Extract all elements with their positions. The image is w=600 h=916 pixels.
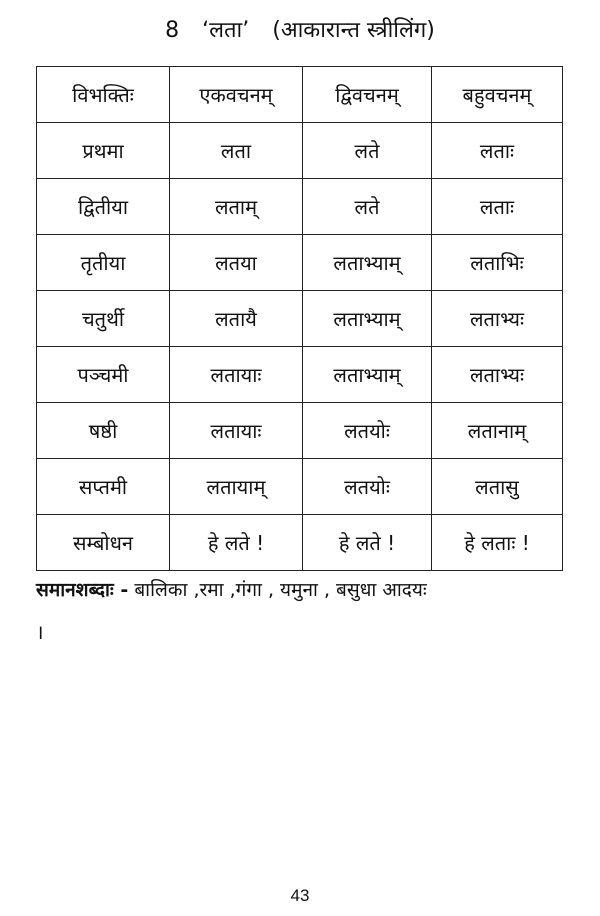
similar-words-line xyxy=(36,576,576,602)
table-cell: लता xyxy=(170,123,303,179)
table-cell: लताभ्याम् xyxy=(303,347,432,403)
table-header-row xyxy=(37,67,563,123)
table-row xyxy=(37,459,563,515)
table-cell: लताभ्यः xyxy=(432,347,563,403)
table-cell: लतयोः xyxy=(303,459,432,515)
table-row xyxy=(37,291,563,347)
page-heading xyxy=(0,14,600,44)
table-cell: हे लताः ! xyxy=(432,515,563,571)
table-cell: लतासु xyxy=(432,459,563,515)
header-cell-bahuvachanam: बहुवचनम् xyxy=(432,67,563,123)
table-cell: लतायाः xyxy=(170,403,303,459)
table-cell: लताभ्यः xyxy=(432,291,563,347)
header-cell-ekavachanam: एकवचनम् xyxy=(170,67,303,123)
danda-mark: । xyxy=(36,620,44,644)
table-cell: लताम् xyxy=(170,179,303,235)
table-cell: षष्ठी xyxy=(37,403,170,459)
table-cell: लतया xyxy=(170,235,303,291)
table-cell: तृतीया xyxy=(37,235,170,291)
page-number: 43 xyxy=(290,886,310,905)
heading-number: 8 xyxy=(165,18,180,43)
table-cell: लताः xyxy=(432,179,563,235)
table-row xyxy=(37,515,563,571)
table-cell: हे लते ! xyxy=(303,515,432,571)
table-row xyxy=(37,179,563,235)
table-cell: लताः xyxy=(432,123,563,179)
heading-category: (आकारान्त स्त्रीलिंग) xyxy=(272,18,435,43)
table-cell: लतानाम् xyxy=(432,403,563,459)
table-cell: सम्बोधन xyxy=(37,515,170,571)
similar-words-label: समानशब्दाः - xyxy=(36,579,129,601)
declension-table xyxy=(36,66,563,571)
table-cell: हे लते ! xyxy=(170,515,303,571)
table-cell: प्रथमा xyxy=(37,123,170,179)
table-cell: लतायै xyxy=(170,291,303,347)
table-cell: लतायाः xyxy=(170,347,303,403)
table-cell: लते xyxy=(303,123,432,179)
table-row xyxy=(37,123,563,179)
table-cell: लताभ्याम् xyxy=(303,235,432,291)
table-cell: लतयोः xyxy=(303,403,432,459)
table-row xyxy=(37,347,563,403)
table-cell: द्वितीया xyxy=(37,179,170,235)
table-cell: लताभिः xyxy=(432,235,563,291)
similar-words-text: बालिका ,रमा ,गंगा , यमुना , बसुधा आदयः xyxy=(134,579,427,601)
table-cell: चतुर्थी xyxy=(37,291,170,347)
table-cell: पञ्चमी xyxy=(37,347,170,403)
table-cell: सप्तमी xyxy=(37,459,170,515)
table-row xyxy=(37,235,563,291)
heading-word: ‘लता’ xyxy=(202,18,250,43)
table-cell: लतायाम् xyxy=(170,459,303,515)
header-cell-dvivachanam: द्विवचनम् xyxy=(303,67,432,123)
table-cell: लताभ्याम् xyxy=(303,291,432,347)
table-row xyxy=(37,403,563,459)
header-cell-vibhakti: विभक्तिः xyxy=(37,67,170,123)
table-cell: लते xyxy=(303,179,432,235)
